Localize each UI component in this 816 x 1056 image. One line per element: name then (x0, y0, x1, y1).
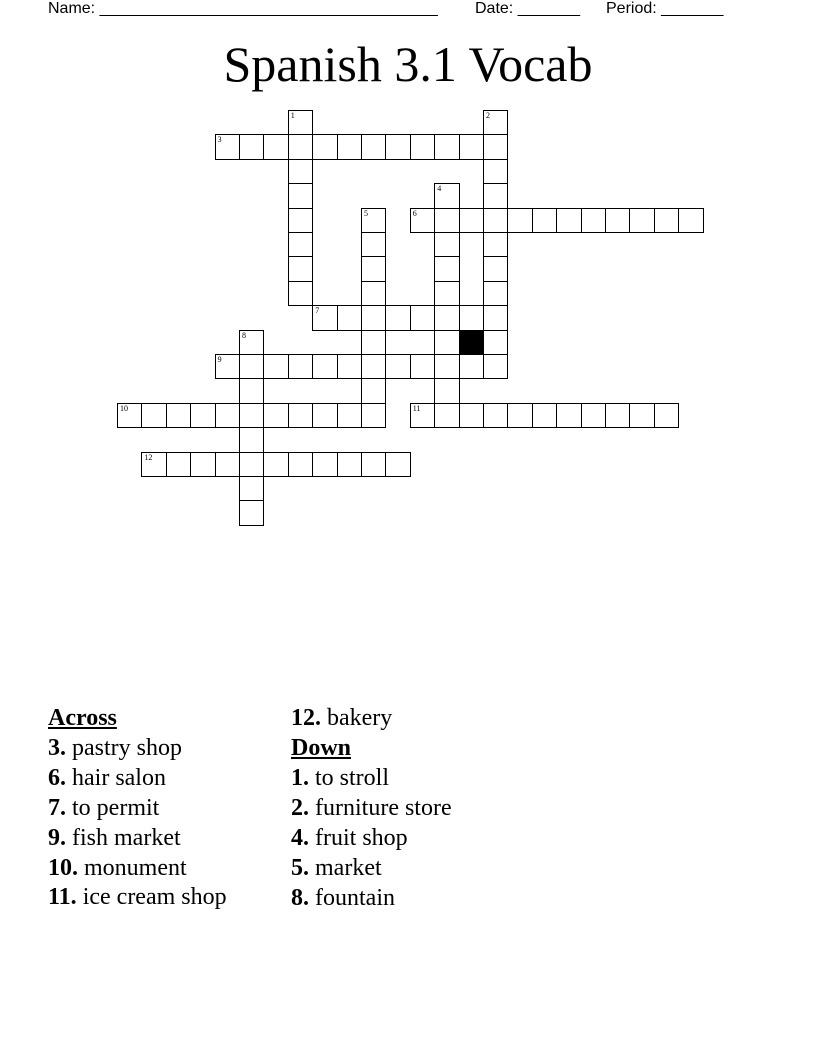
cell-number: 4 (437, 184, 442, 194)
clue-number: 10. (48, 855, 78, 881)
name-label: Name: (48, 0, 96, 17)
crossword-cell[interactable] (288, 281, 313, 306)
crossword-cell[interactable] (288, 159, 313, 184)
crossword-cell[interactable] (507, 403, 532, 428)
crossword-cell[interactable] (337, 354, 362, 379)
crossword-cell[interactable] (337, 305, 362, 330)
crossword-cell[interactable] (337, 403, 362, 428)
clue-text: furniture store (315, 795, 452, 821)
cell-number: 9 (217, 355, 222, 364)
crossword-cell[interactable] (312, 305, 337, 330)
crossword-cell[interactable] (483, 256, 508, 281)
clue-text: pastry shop (72, 735, 182, 761)
crossword-cell[interactable] (263, 452, 288, 477)
clue-number: 6. (48, 765, 66, 791)
crossword-cell[interactable] (459, 208, 484, 233)
crossword-cell[interactable] (483, 159, 508, 184)
crossword-cell[interactable] (483, 183, 508, 208)
crossword-cell[interactable] (385, 305, 410, 330)
black-cell (459, 330, 484, 355)
crossword-cell[interactable] (385, 452, 410, 477)
clue-number: 7. (48, 795, 66, 821)
clue-down-4 (291, 823, 551, 853)
clue-text: fish market (72, 825, 181, 851)
clue-number: 8. (291, 885, 309, 911)
clue-down-1 (291, 763, 551, 793)
cell-number: 1 (290, 111, 295, 120)
crossword-cell[interactable] (239, 403, 264, 428)
clue-number: 2. (291, 795, 309, 821)
crossword-cell[interactable] (629, 403, 654, 428)
crossword-cell[interactable] (459, 134, 484, 159)
clue-across-9 (48, 823, 248, 853)
crossword-cell[interactable] (312, 134, 337, 159)
crossword-cell[interactable] (361, 232, 386, 257)
clue-number: 11. (48, 884, 77, 910)
crossword-cell[interactable] (263, 134, 288, 159)
crossword-cell[interactable] (361, 208, 386, 233)
crossword-cell[interactable] (483, 403, 508, 428)
crossword-cell[interactable] (410, 208, 435, 233)
cell-number: 6 (412, 208, 417, 218)
crossword-cell[interactable] (288, 232, 313, 257)
clues-column-1 (48, 703, 248, 911)
clue-across-12 (291, 703, 551, 733)
crossword-cell[interactable] (141, 452, 166, 477)
crossword-cell[interactable] (361, 256, 386, 281)
cell-number: 5 (364, 208, 368, 218)
cell-number: 2 (486, 111, 490, 120)
crossword-cell[interactable] (361, 134, 386, 159)
crossword-cell[interactable] (434, 232, 459, 257)
crossword-cell[interactable] (434, 134, 459, 159)
clue-down-8 (291, 883, 551, 913)
name-blank: ______________________________________ (99, 0, 438, 17)
crossword-cell[interactable] (215, 403, 240, 428)
crossword-cell[interactable] (288, 403, 313, 428)
crossword-cell[interactable] (288, 256, 313, 281)
crossword-cell[interactable] (361, 305, 386, 330)
crossword-cell[interactable] (288, 134, 313, 159)
crossword-cell[interactable] (434, 354, 459, 379)
crossword-cell[interactable] (312, 452, 337, 477)
cell-number: 7 (315, 306, 320, 316)
crossword-cell[interactable] (385, 134, 410, 159)
crossword-cell[interactable] (654, 208, 679, 233)
crossword-cell[interactable] (434, 281, 459, 306)
crossword-cell[interactable] (581, 208, 606, 233)
crossword-cell[interactable] (361, 281, 386, 306)
crossword-cell[interactable] (483, 208, 508, 233)
crossword-cell[interactable] (556, 403, 581, 428)
cell-number: 10 (120, 403, 128, 413)
date-blank: _______ (517, 0, 580, 17)
across-heading: Across (48, 705, 117, 731)
cell-number: 12 (144, 452, 153, 462)
crossword-cell[interactable] (215, 134, 240, 159)
cell-number: 11 (412, 403, 421, 413)
clue-across-11 (48, 883, 248, 911)
crossword-cell[interactable] (215, 452, 240, 477)
crossword-cell[interactable] (117, 403, 142, 428)
clue-across-10 (48, 853, 248, 883)
crossword-cell[interactable] (361, 403, 386, 428)
crossword-cell[interactable] (507, 208, 532, 233)
crossword-cell[interactable] (288, 183, 313, 208)
crossword-cell[interactable] (629, 208, 654, 233)
crossword-cell[interactable] (483, 134, 508, 159)
crossword-cell[interactable] (410, 403, 435, 428)
crossword-cell[interactable] (190, 403, 215, 428)
clue-text: market (315, 855, 382, 881)
crossword-cell[interactable] (459, 403, 484, 428)
cell-number: 3 (217, 135, 222, 145)
crossword-cell[interactable] (288, 110, 313, 135)
clue-text: bakery (327, 705, 393, 731)
clue-down-2 (291, 793, 551, 823)
crossword-cell[interactable] (678, 208, 703, 233)
crossword-cell[interactable] (654, 403, 679, 428)
clue-text: monument (84, 855, 187, 881)
crossword-cell[interactable] (434, 378, 459, 403)
date-label: Date: (475, 0, 514, 17)
clue-text: to stroll (315, 765, 390, 791)
crossword-cell[interactable] (288, 208, 313, 233)
crossword-cell[interactable] (337, 134, 362, 159)
clue-across-7 (48, 793, 248, 823)
crossword-cell[interactable] (385, 354, 410, 379)
clues-column-2 (291, 703, 551, 913)
crossword-cell[interactable] (215, 354, 240, 379)
crossword-cell[interactable] (483, 281, 508, 306)
clue-number: 3. (48, 735, 66, 761)
crossword-cell[interactable] (166, 403, 191, 428)
crossword-cell[interactable] (263, 403, 288, 428)
clue-number: 12. (291, 705, 321, 731)
cell-number: 8 (242, 330, 246, 340)
crossword-cell[interactable] (337, 452, 362, 477)
crossword-cell[interactable] (312, 354, 337, 379)
crossword-cell[interactable] (483, 110, 508, 135)
crossword-cell[interactable] (483, 232, 508, 257)
clue-across-3 (48, 733, 248, 763)
crossword-cell[interactable] (410, 134, 435, 159)
crossword-cell[interactable] (239, 378, 264, 403)
period-label: Period: (606, 0, 657, 17)
clue-number: 5. (291, 855, 309, 881)
crossword-cell[interactable] (361, 452, 386, 477)
crossword-cell[interactable] (483, 305, 508, 330)
crossword-cell[interactable] (239, 476, 264, 501)
crossword-cell[interactable] (141, 403, 166, 428)
clue-number: 4. (291, 825, 309, 851)
clue-number: 9. (48, 825, 66, 851)
clue-text: fruit shop (315, 825, 408, 851)
crossword-cell[interactable] (239, 134, 264, 159)
crossword-cell[interactable] (410, 305, 435, 330)
crossword-cell[interactable] (532, 403, 557, 428)
clue-text: hair salon (72, 765, 166, 791)
down-heading: Down (291, 735, 352, 761)
crossword-cell[interactable] (312, 403, 337, 428)
clue-text: ice cream shop (82, 884, 227, 910)
crossword-cell[interactable] (581, 403, 606, 428)
crossword-cell[interactable] (605, 208, 630, 233)
crossword-cell[interactable] (239, 427, 264, 452)
crossword-cell[interactable] (239, 354, 264, 379)
crossword-cell[interactable] (483, 330, 508, 355)
crossword-cell[interactable] (190, 452, 215, 477)
crossword-cell[interactable] (434, 256, 459, 281)
crossword-cell[interactable] (361, 330, 386, 355)
crossword-cell[interactable] (263, 354, 288, 379)
clue-across-6 (48, 763, 248, 793)
crossword-cell[interactable] (239, 500, 264, 525)
crossword-cell[interactable] (483, 354, 508, 379)
clue-down-5 (291, 853, 551, 883)
crossword-cell[interactable] (361, 354, 386, 379)
crossword-cell[interactable] (361, 378, 386, 403)
crossword-cell[interactable] (434, 330, 459, 355)
crossword-cell[interactable] (239, 452, 264, 477)
crossword-cell[interactable] (288, 452, 313, 477)
crossword-cell[interactable] (288, 354, 313, 379)
crossword-cell[interactable] (166, 452, 191, 477)
crossword-cell[interactable] (410, 354, 435, 379)
crossword-cell[interactable] (605, 403, 630, 428)
clue-number: 1. (291, 765, 309, 791)
crossword-cell[interactable] (459, 305, 484, 330)
crossword-cell[interactable] (239, 330, 264, 355)
page-title: Spanish 3.1 Vocab (223, 36, 593, 92)
crossword-cell[interactable] (532, 208, 557, 233)
crossword-cell[interactable] (434, 208, 459, 233)
crossword-cell[interactable] (434, 183, 459, 208)
clue-text: to permit (72, 795, 160, 821)
crossword-cell[interactable] (459, 354, 484, 379)
crossword-cell[interactable] (434, 403, 459, 428)
clue-text: fountain (315, 885, 395, 911)
crossword-cell[interactable] (556, 208, 581, 233)
period-blank: _______ (661, 0, 724, 17)
crossword-cell[interactable] (434, 305, 459, 330)
